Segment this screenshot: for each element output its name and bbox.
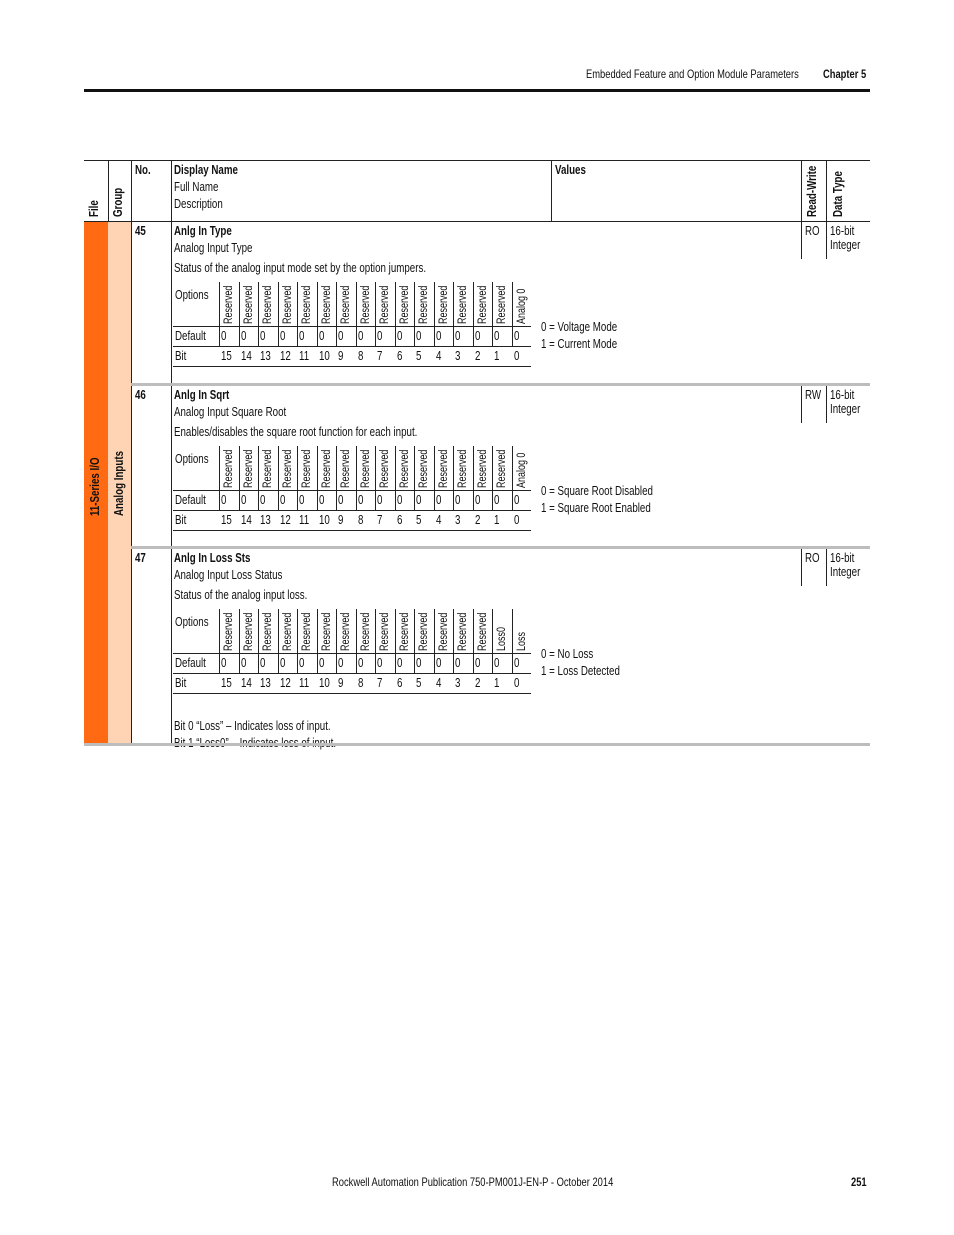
table-bottom-border (84, 743, 870, 746)
grid-cell-divider (375, 609, 376, 673)
option-cell: Reserved (301, 612, 313, 651)
table-top-border (84, 160, 870, 161)
grid-cell-divider (336, 609, 337, 673)
option-cell: Reserved (418, 449, 430, 488)
param-row-separator (131, 546, 870, 549)
option-cell: Reserved (262, 285, 274, 324)
grid-cell-divider (219, 446, 220, 510)
bit-cell: 5 (416, 676, 422, 690)
grid-cell-divider (317, 282, 318, 346)
bit-cell: 3 (455, 349, 461, 363)
param-type-line2: Integer (830, 565, 861, 579)
default-cell: 0 (358, 493, 364, 507)
default-cell: 0 (377, 329, 383, 343)
grid-cell-divider (434, 446, 435, 510)
header-chapter: Chapter 5 (823, 67, 867, 81)
grid-cell-divider (512, 446, 513, 510)
grid-cell-divider (258, 446, 259, 510)
bit-cell: 0 (514, 349, 520, 363)
grid-cell-divider (492, 446, 493, 510)
bit-cell: 14 (241, 349, 252, 363)
col-divider-values (551, 160, 552, 222)
default-cell: 0 (475, 329, 481, 343)
param-description: Status of the analog input mode set by the option jumpers. (174, 261, 427, 275)
grid-cell-divider (414, 446, 415, 510)
option-cell: Reserved (262, 612, 274, 651)
option-cell: Reserved (438, 449, 450, 488)
param-note: Bit 0 “Loss” – Indicates loss of input. (174, 719, 331, 733)
default-cell: 0 (280, 656, 286, 670)
grid-cell-divider (356, 282, 357, 346)
default-cell: 0 (514, 493, 520, 507)
col-divider-group (131, 160, 132, 744)
bit-cell: 6 (397, 513, 403, 527)
grid-cell-divider (336, 446, 337, 510)
bit-cell: 6 (397, 676, 403, 690)
bit-label: Bit (175, 349, 187, 363)
header-rule (84, 89, 870, 92)
param-number: 47 (135, 551, 146, 565)
option-cell: Reserved (496, 449, 508, 488)
default-cell: 0 (221, 329, 227, 343)
option-cell: Reserved (321, 449, 333, 488)
rw-cell-border (801, 386, 802, 423)
grid-cell-divider (317, 609, 318, 673)
default-cell: 0 (280, 493, 286, 507)
grid-line-bottom (173, 530, 531, 531)
grid-cell-divider (239, 446, 240, 510)
grid-cell-divider (219, 282, 220, 346)
param-display-name: Anlg In Sqrt (174, 388, 230, 402)
grid-line-bottom (173, 693, 531, 694)
bit-cell: 7 (377, 513, 383, 527)
default-cell: 0 (455, 493, 461, 507)
default-label: Default (175, 329, 206, 343)
bit-cell: 1 (494, 349, 500, 363)
option-cell: Reserved (477, 612, 489, 651)
param-read-write: RW (805, 388, 822, 402)
grid-line-options-default (173, 490, 531, 491)
footer-page-number: 251 (851, 1175, 867, 1189)
col-header-values: Values (555, 163, 586, 177)
param-type-line1: 16-bit (830, 388, 855, 402)
bit-cell: 3 (455, 676, 461, 690)
bit-cell: 8 (358, 349, 364, 363)
option-cell: Reserved (321, 285, 333, 324)
default-cell: 0 (260, 656, 266, 670)
option-cell: Reserved (301, 285, 313, 324)
bit-cell: 11 (299, 349, 310, 363)
grid-line-default-bit (173, 346, 531, 347)
bit-cell: 5 (416, 349, 422, 363)
col-header-read-write: Read-Write (805, 165, 819, 217)
option-cell: Reserved (340, 449, 352, 488)
grid-cell-divider (414, 282, 415, 346)
grid-cell-divider (375, 282, 376, 346)
type-cell-border (826, 386, 827, 423)
param-full-name: Analog Input Type (174, 241, 253, 255)
param-number: 45 (135, 224, 146, 238)
bit-cell: 12 (280, 349, 291, 363)
grid-cell-divider (219, 609, 220, 673)
default-cell: 0 (377, 656, 383, 670)
default-cell: 0 (299, 493, 305, 507)
option-cell: Reserved (399, 449, 411, 488)
col-divider-rw (801, 160, 802, 222)
default-label: Default (175, 656, 206, 670)
option-cell: Reserved (418, 612, 430, 651)
default-cell: 0 (241, 329, 247, 343)
option-cell: Reserved (477, 285, 489, 324)
option-cell: Reserved (418, 285, 430, 324)
bit-cell: 7 (377, 676, 383, 690)
bit-cell: 10 (319, 349, 330, 363)
default-cell: 0 (319, 493, 325, 507)
param-value-1: 1 = Square Root Enabled (541, 501, 651, 515)
default-cell: 0 (416, 656, 422, 670)
type-cell-border (826, 549, 827, 586)
bit-cell: 2 (475, 349, 481, 363)
bit-cell: 8 (358, 513, 364, 527)
option-cell: Reserved (282, 612, 294, 651)
option-cell: Reserved (457, 449, 469, 488)
grid-cell-divider (317, 446, 318, 510)
grid-line-options-default (173, 653, 531, 654)
option-cell: Reserved (379, 612, 391, 651)
grid-cell-divider (492, 282, 493, 346)
grid-cell-divider (395, 446, 396, 510)
param-display-name: Anlg In Loss Sts (174, 551, 251, 565)
grid-cell-divider (512, 282, 513, 346)
type-cell-border (826, 222, 827, 259)
bit-cell: 10 (319, 676, 330, 690)
default-label: Default (175, 493, 206, 507)
param-type-line1: 16-bit (830, 551, 855, 565)
grid-line-bottom (173, 366, 531, 367)
grid-cell-divider (434, 609, 435, 673)
bit-cell: 11 (299, 513, 310, 527)
option-cell: Reserved (457, 285, 469, 324)
bit-cell: 0 (514, 676, 520, 690)
bit-cell: 15 (221, 676, 232, 690)
col-header-no: No. (135, 163, 151, 177)
grid-cell-divider (375, 446, 376, 510)
options-label: Options (175, 615, 209, 629)
param-display-name: Anlg In Type (174, 224, 232, 238)
grid-cell-divider (395, 282, 396, 346)
grid-cell-divider (434, 282, 435, 346)
grid-cell-divider (356, 609, 357, 673)
option-cell: Reserved (301, 449, 313, 488)
default-cell: 0 (455, 656, 461, 670)
default-cell: 0 (221, 493, 227, 507)
option-cell: Reserved (282, 285, 294, 324)
bit-cell: 1 (494, 513, 500, 527)
option-cell: Reserved (243, 449, 255, 488)
col-header-full-name: Full Name (174, 180, 219, 194)
grid-cell-divider (297, 282, 298, 346)
option-cell: Reserved (243, 612, 255, 651)
grid-cell-divider (239, 609, 240, 673)
option-cell: Reserved (321, 612, 333, 651)
option-cell: Reserved (223, 285, 235, 324)
default-cell: 0 (475, 493, 481, 507)
bit-cell: 13 (260, 349, 271, 363)
option-cell: Analog 0 (516, 452, 528, 488)
bit-cell: 15 (221, 513, 232, 527)
col-divider-type (826, 160, 827, 222)
bit-cell: 3 (455, 513, 461, 527)
param-type-line2: Integer (830, 238, 861, 252)
col-divider-no (171, 160, 172, 744)
bit-label: Bit (175, 676, 187, 690)
grid-cell-divider (258, 609, 259, 673)
file-value: 11-Series I/O (88, 457, 102, 516)
col-header-description: Description (174, 197, 223, 211)
param-type-line2: Integer (830, 402, 861, 416)
options-label: Options (175, 452, 209, 466)
grid-cell-divider (278, 282, 279, 346)
option-cell: Reserved (340, 612, 352, 651)
default-cell: 0 (475, 656, 481, 670)
option-cell: Reserved (360, 612, 372, 651)
bit-cell: 8 (358, 676, 364, 690)
grid-cell-divider (356, 446, 357, 510)
param-description: Enables/disables the square root function for each input. (174, 425, 418, 439)
default-cell: 0 (494, 329, 500, 343)
grid-cell-divider (473, 282, 474, 346)
table-header-bottom-border (84, 221, 870, 222)
option-cell: Reserved (496, 285, 508, 324)
option-cell: Reserved (477, 449, 489, 488)
grid-cell-divider (414, 609, 415, 673)
bit-cell: 6 (397, 349, 403, 363)
grid-cell-divider (336, 282, 337, 346)
bit-cell: 15 (221, 349, 232, 363)
default-cell: 0 (455, 329, 461, 343)
col-header-display-name: Display Name (174, 163, 238, 177)
grid-line-default-bit (173, 673, 531, 674)
bit-cell: 2 (475, 513, 481, 527)
header-title: Embedded Feature and Option Module Parameters (586, 67, 799, 81)
option-cell: Reserved (457, 612, 469, 651)
bit-cell: 14 (241, 513, 252, 527)
default-cell: 0 (397, 656, 403, 670)
option-cell: Reserved (243, 285, 255, 324)
option-cell: Loss (516, 632, 528, 651)
grid-cell-divider (278, 446, 279, 510)
grid-cell-divider (239, 282, 240, 346)
option-cell: Analog 0 (516, 288, 528, 324)
bit-cell: 12 (280, 513, 291, 527)
option-cell: Loss0 (496, 627, 508, 651)
options-label: Options (175, 288, 209, 302)
option-cell: Reserved (438, 285, 450, 324)
grid-cell-divider (453, 446, 454, 510)
bit-cell: 13 (260, 676, 271, 690)
bit-cell: 2 (475, 676, 481, 690)
param-full-name: Analog Input Loss Status (174, 568, 283, 582)
grid-cell-divider (258, 282, 259, 346)
default-cell: 0 (260, 329, 266, 343)
option-cell: Reserved (438, 612, 450, 651)
option-cell: Reserved (360, 285, 372, 324)
col-header-data-type: Data Type (831, 171, 845, 217)
default-cell: 0 (416, 329, 422, 343)
param-row-separator (131, 383, 870, 386)
default-cell: 0 (338, 329, 344, 343)
default-cell: 0 (319, 329, 325, 343)
bit-label: Bit (175, 513, 187, 527)
param-read-write: RO (805, 551, 820, 565)
bit-cell: 14 (241, 676, 252, 690)
grid-cell-divider (395, 609, 396, 673)
bit-cell: 0 (514, 513, 520, 527)
option-cell: Reserved (340, 285, 352, 324)
bit-cell: 1 (494, 676, 500, 690)
bit-cell: 11 (299, 676, 310, 690)
footer-publication: Rockwell Automation Publication 750-PM001J-EN-P - October 2014 (332, 1175, 614, 1189)
bit-cell: 10 (319, 513, 330, 527)
default-cell: 0 (280, 329, 286, 343)
default-cell: 0 (241, 493, 247, 507)
param-number: 46 (135, 388, 146, 402)
option-cell: Reserved (379, 449, 391, 488)
bit-cell: 4 (436, 349, 442, 363)
option-cell: Reserved (223, 449, 235, 488)
option-cell: Reserved (399, 612, 411, 651)
grid-cell-divider (297, 609, 298, 673)
grid-cell-divider (512, 609, 513, 673)
default-cell: 0 (338, 656, 344, 670)
bit-cell: 5 (416, 513, 422, 527)
default-cell: 0 (338, 493, 344, 507)
grid-line-options-default (173, 326, 531, 327)
default-cell: 0 (319, 656, 325, 670)
option-cell: Reserved (262, 449, 274, 488)
default-cell: 0 (494, 493, 500, 507)
default-cell: 0 (416, 493, 422, 507)
param-value-1: 1 = Current Mode (541, 337, 618, 351)
param-value-0: 0 = No Loss (541, 647, 594, 661)
group-value: Analog Inputs (112, 451, 126, 516)
rw-cell-border (801, 222, 802, 259)
bit-cell: 4 (436, 513, 442, 527)
bit-cell: 7 (377, 349, 383, 363)
default-cell: 0 (260, 493, 266, 507)
default-cell: 0 (299, 656, 305, 670)
option-cell: Reserved (399, 285, 411, 324)
grid-cell-divider (297, 446, 298, 510)
default-cell: 0 (436, 656, 442, 670)
bit-cell: 9 (338, 513, 344, 527)
col-header-group: Group (111, 187, 125, 217)
bit-cell: 12 (280, 676, 291, 690)
default-cell: 0 (299, 329, 305, 343)
default-cell: 0 (436, 493, 442, 507)
rw-cell-border (801, 549, 802, 586)
grid-cell-divider (473, 446, 474, 510)
param-value-0: 0 = Voltage Mode (541, 320, 618, 334)
default-cell: 0 (397, 493, 403, 507)
grid-cell-divider (453, 282, 454, 346)
grid-cell-divider (453, 609, 454, 673)
option-cell: Reserved (360, 449, 372, 488)
col-header-file: File (87, 200, 101, 217)
bit-cell: 13 (260, 513, 271, 527)
bit-cell: 9 (338, 349, 344, 363)
option-cell: Reserved (379, 285, 391, 324)
default-cell: 0 (221, 656, 227, 670)
param-read-write: RO (805, 224, 820, 238)
option-cell: Reserved (223, 612, 235, 651)
param-value-0: 0 = Square Root Disabled (541, 484, 653, 498)
default-cell: 0 (397, 329, 403, 343)
default-cell: 0 (241, 656, 247, 670)
param-value-1: 1 = Loss Detected (541, 664, 620, 678)
default-cell: 0 (514, 329, 520, 343)
option-cell: Reserved (282, 449, 294, 488)
grid-cell-divider (473, 609, 474, 673)
grid-cell-divider (492, 609, 493, 673)
param-type-line1: 16-bit (830, 224, 855, 238)
default-cell: 0 (358, 656, 364, 670)
bit-cell: 9 (338, 676, 344, 690)
default-cell: 0 (436, 329, 442, 343)
bit-cell: 4 (436, 676, 442, 690)
default-cell: 0 (494, 656, 500, 670)
grid-line-default-bit (173, 510, 531, 511)
grid-cell-divider (278, 609, 279, 673)
default-cell: 0 (514, 656, 520, 670)
param-full-name: Analog Input Square Root (174, 405, 287, 419)
param-description: Status of the analog input loss. (174, 588, 308, 602)
default-cell: 0 (377, 493, 383, 507)
default-cell: 0 (358, 329, 364, 343)
